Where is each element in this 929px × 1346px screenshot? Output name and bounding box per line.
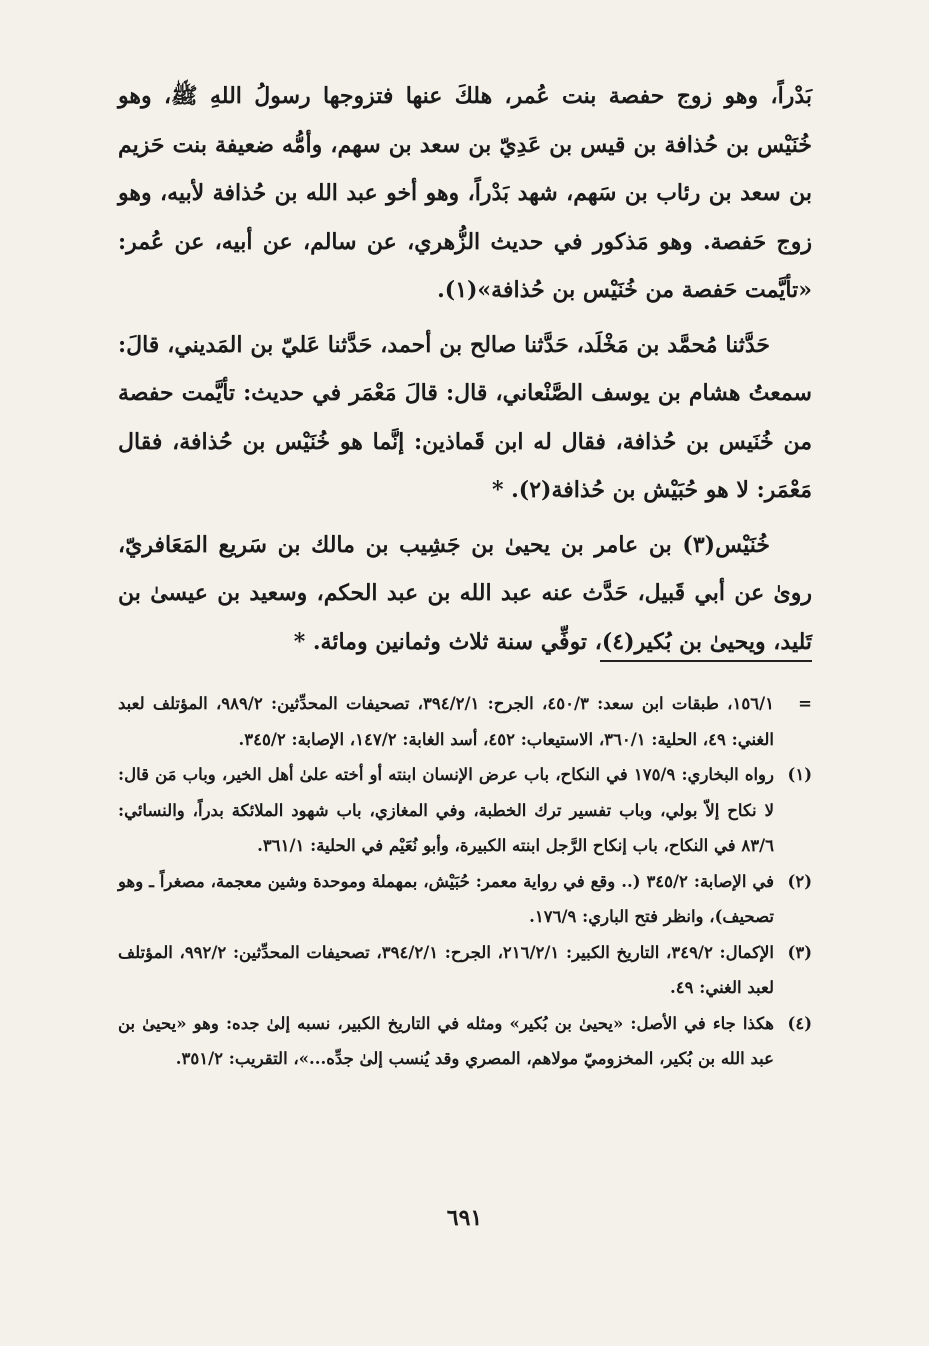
footnote-text: رواه البخاري: ١٧٥/٩ في النكاح، باب عرض الإنسان ابنته أو أخته علىٰ أهل الخير، وباب مَن قال: لا نكاح إلاّ بولي، وباب تفسير ترك الخطبة، وفي المغازي، باب شهود الملائكة بدراً، والنسائي: ٨٣/٦ في النكاح، باب إنكاح الرَّجل ابنته الكبيرة، وأبو نُعَيْم في الحلية: ٣٦١/١. [118, 765, 774, 855]
paragraph-2: حَدَّثنا مُحمَّد بن مَخْلَد، حَدَّثنا صالح بن أحمد، حَدَّثنا عَليّ بن المَديني، قالَ: سمعتُ هشام بن يوسف الصَّنْعاني، قال: قالَ مَعْمَر في حديث: تأيَّمت حفصة من خُنَيس بن حُذافة، فقال له ابن قَماذين: إنَّما هو خُنَيْس بن حُذافة، فقال مَعْمَر: لا هو حُبَيْش بن حُذافة(٢). * [118, 331, 812, 503]
page-number: ٦٩١ [446, 1205, 483, 1231]
footnote-3 [118, 935, 812, 1006]
footnote-mark: (٢) [787, 871, 812, 891]
footnote-mark: (١) [787, 765, 812, 784]
footnote-2 [118, 864, 812, 935]
footnotes [118, 686, 812, 1077]
footnote-mark: (٤) [787, 1013, 812, 1033]
footnote-text: في الإصابة: ٣٤٥/٢ (.. وقع في رواية معمر: حُبَيْش، بمهملة وموحدة وشين معجمة، مصغراً ـ وهو تصحيف)، وانظر فتح الباري: ١٧٦/٩. [118, 871, 774, 926]
footnote-mark: (٣) [787, 942, 812, 962]
footnote-1 [118, 757, 812, 864]
footnote-text: ١٥٦/١، طبقات ابن سعد: ٤٥٠/٣، الجرح: ٣٩٤/٢/١، تصحيفات المحدِّثين: ٩٨٩/٢، المؤتلف لعبد الغني: ٤٩، الحلية: ٣٦٠/١، الاستيعاب: ٤٥٢، أسد الغابة: ١٤٧/٢، الإصابة: ٣٤٥/٢. [118, 694, 774, 749]
footnote-separator [600, 660, 812, 662]
footnote-continued [118, 686, 812, 757]
footnote-mark: = [798, 694, 812, 713]
main-text [118, 72, 812, 666]
paragraph-3: خُنَيْس(٣) بن عامر بن يحيىٰ بن جَشِيب بن مالك بن سَريع المَعَافريّ، روىٰ عن أبي قَبيل، حَدَّث عنه عبد الله بن عبد الحكم، وسعيد بن عيسىٰ بن تَليد، ويحيىٰ بن بُكير(٤)، توفِّي سنة ثلاث وثمانين ومائة. * [118, 531, 812, 655]
footnote-text: هكذا جاء في الأصل: «يحيىٰ بن بُكير» ومثله في التاريخ الكبير، نسبه إلىٰ جده: وهو «يحيىٰ بن عبد الله بن بُكير، المخزوميّ مولاهم، المصري وقد يُنسب إلىٰ جدِّه...»، التقريب: ٣٥١/٢. [118, 1013, 774, 1068]
paragraph-1: بَدْراً، وهو زوج حفصة بنت عُمر، هلكَ عنها فتزوجها رسولُ اللهِ ﷺ، وهو خُنَيْس بن حُذافة بن قيس بن عَدِيّ بن سعد بن سهم، وأمُّه ضعيفة بنت حَزيم بن سعد بن رئاب بن سَهم، شهد بَدْراً، وهو أخو عبد الله بن حُذافة لأبيه، وهو زوج حَفصة. وهو مَذكور في حديث الزُّهري، عن سالم، عن أبيه، عن عُمر: «تأيَّمت حَفصة من خُنَيْس بن حُذافة»(١). [118, 83, 812, 303]
footnote-text: الإكمال: ٣٤٩/٢، التاريخ الكبير: ٢١٦/٢/١، الجرح: ٣٩٤/٢/١، تصحيفات المحدِّثين: ٩٩٢/٢، المؤتلف لعبد الغني: ٤٩. [118, 942, 774, 997]
footnote-4 [118, 1006, 812, 1077]
